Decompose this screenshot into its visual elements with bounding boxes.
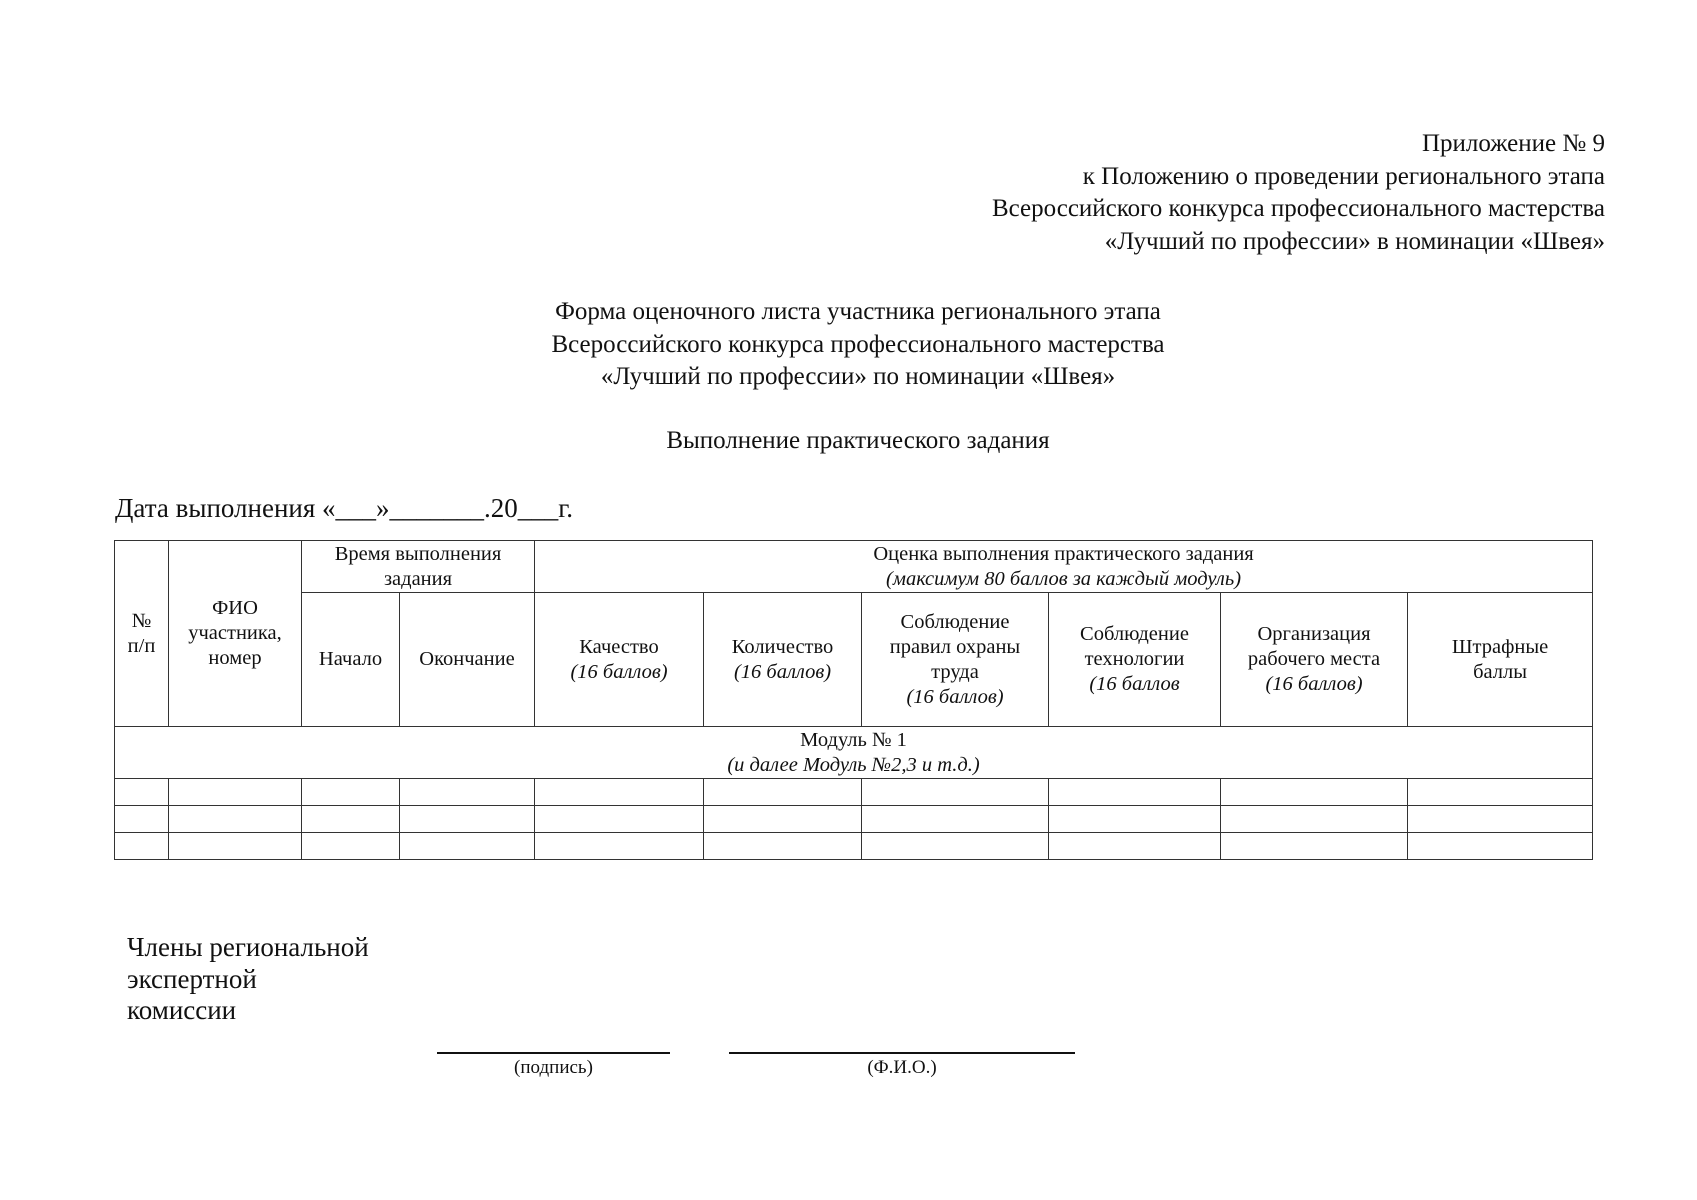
table-cell[interactable] bbox=[1408, 806, 1593, 833]
table-cell[interactable] bbox=[115, 779, 169, 806]
table-cell[interactable] bbox=[302, 833, 400, 860]
table-cell[interactable] bbox=[302, 806, 400, 833]
table-cell[interactable] bbox=[704, 779, 862, 806]
table-cell[interactable] bbox=[169, 806, 302, 833]
table-cell[interactable] bbox=[1408, 779, 1593, 806]
module-row: Модуль № 1 (и далее Модуль №2,3 и т.д.) bbox=[115, 727, 1593, 779]
section-subtitle: Выполнение практического задания bbox=[666, 427, 1050, 454]
header-time-group: Время выполнения задания bbox=[302, 541, 535, 593]
header-penalty: Штрафные баллы bbox=[1408, 593, 1593, 727]
header-safety: Соблюдение правил охраны труда (16 баллов) bbox=[862, 593, 1049, 727]
table-cell[interactable] bbox=[535, 806, 704, 833]
table-cell[interactable] bbox=[1408, 833, 1593, 860]
table-cell[interactable] bbox=[1049, 779, 1221, 806]
evaluation-table bbox=[114, 540, 1593, 860]
header-end: Окончание bbox=[400, 593, 535, 727]
appendix-line: Всероссийского конкурса профессионального мастерства bbox=[991, 195, 1605, 222]
table-cell[interactable] bbox=[169, 779, 302, 806]
table-cell[interactable] bbox=[400, 779, 535, 806]
table-cell[interactable] bbox=[704, 806, 862, 833]
commission-label: Члены региональной экспертной комиссии bbox=[127, 932, 369, 1025]
appendix-header bbox=[992, 128, 1605, 258]
form-title-line: «Лучший по профессии» по номинации «Швея» bbox=[600, 363, 1116, 390]
table-cell[interactable] bbox=[115, 833, 169, 860]
table-cell[interactable] bbox=[169, 833, 302, 860]
table-cell[interactable] bbox=[535, 779, 704, 806]
header-number: № п/п bbox=[115, 541, 169, 727]
form-title-line: Всероссийского конкурса профессионального мастерства bbox=[551, 330, 1165, 358]
table-row bbox=[115, 806, 1593, 833]
table-cell[interactable] bbox=[1049, 806, 1221, 833]
table-cell[interactable] bbox=[400, 806, 535, 833]
table-cell[interactable] bbox=[1221, 806, 1408, 833]
table-row bbox=[115, 779, 1593, 806]
table-cell[interactable] bbox=[1221, 833, 1408, 860]
table-cell[interactable] bbox=[400, 833, 535, 860]
table-cell[interactable] bbox=[1049, 833, 1221, 860]
table-cell[interactable] bbox=[115, 806, 169, 833]
table-cell[interactable] bbox=[862, 806, 1049, 833]
table-row bbox=[115, 833, 1593, 860]
table-cell[interactable] bbox=[302, 779, 400, 806]
table-cell[interactable] bbox=[862, 833, 1049, 860]
fio-caption: (Ф.И.О.) bbox=[867, 1057, 937, 1078]
table-cell[interactable] bbox=[1221, 779, 1408, 806]
header-evaluation-group: Оценка выполнения практического задания (максимум 80 баллов за каждый модуль) bbox=[535, 541, 1593, 593]
header-fio: ФИО участника, номер bbox=[169, 541, 302, 727]
signature-caption: (подпись) bbox=[514, 1057, 593, 1078]
header-workplace: Организация рабочего места (16 баллов) bbox=[1221, 593, 1408, 727]
completion-date-field[interactable]: Дата выполнения «___»_______.20___г. bbox=[115, 493, 574, 523]
header-quantity: Количество (16 баллов) bbox=[704, 593, 862, 727]
appendix-number: Приложение № 9 bbox=[1421, 130, 1605, 157]
table-cell[interactable] bbox=[535, 833, 704, 860]
form-title bbox=[0, 296, 1697, 394]
header-start: Начало bbox=[302, 593, 400, 727]
signature-line[interactable] bbox=[437, 1052, 670, 1054]
form-title-line: Форма оценочного листа участника регионального этапа bbox=[555, 298, 1161, 325]
appendix-line: «Лучший по профессии» в номинации «Швея» bbox=[1104, 227, 1605, 255]
table-cell[interactable] bbox=[704, 833, 862, 860]
header-quality: Качество (16 баллов) bbox=[535, 593, 704, 727]
header-technology: Соблюдение технологии (16 баллов bbox=[1049, 593, 1221, 727]
table-cell[interactable] bbox=[862, 779, 1049, 806]
appendix-line: к Положению о проведении регионального этапа bbox=[1082, 162, 1605, 190]
fio-line[interactable] bbox=[729, 1052, 1075, 1054]
